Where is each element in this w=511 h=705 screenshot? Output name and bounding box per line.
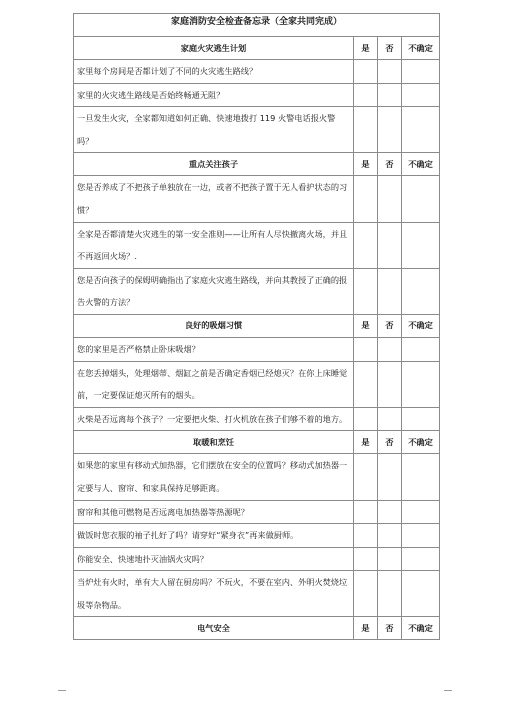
no-checkbox-cell[interactable]: [378, 571, 402, 617]
yes-checkbox-cell[interactable]: [354, 361, 378, 407]
column-yes-header: 是: [354, 314, 378, 337]
unsure-checkbox-cell[interactable]: [402, 454, 440, 500]
column-no-header: 否: [378, 431, 402, 454]
unsure-checkbox-cell[interactable]: [402, 547, 440, 571]
yes-checkbox-cell[interactable]: [354, 500, 378, 524]
column-no-header: 否: [378, 153, 402, 176]
column-unsure-header: 不确定: [402, 314, 440, 337]
question-text: 家里的火灾逃生路线是否始终畅通无阻？: [74, 83, 354, 107]
question-row: [74, 407, 440, 431]
yes-checkbox-cell[interactable]: [354, 83, 378, 107]
question-text: 做饭时您衣服的袖子扎好了吗？请穿好“紧身衣”再来做厨师。: [74, 524, 354, 548]
no-checkbox-cell[interactable]: [378, 83, 402, 107]
unsure-checkbox-cell[interactable]: [402, 107, 440, 153]
unsure-checkbox-cell[interactable]: [402, 571, 440, 617]
yes-checkbox-cell[interactable]: [354, 268, 378, 314]
question-row: [74, 337, 440, 361]
section-header-row: [74, 37, 440, 60]
question-text: 如果您的家里有移动式加热器，它们摆放在安全的位置吗？移动式加热器一定要与人、窗帘、和家具保持足够距离。: [74, 454, 354, 500]
section-heading: 取暖和烹饪: [74, 431, 354, 454]
question-row: [74, 268, 440, 314]
question-row: [74, 176, 440, 222]
section-heading: 重点关注孩子: [74, 153, 354, 176]
question-row: [74, 361, 440, 407]
column-yes-header: 是: [354, 617, 378, 640]
question-text: 全家是否都清楚火灾逃生的第一安全准则——让所有人尽快撤离火场，并且不再返回火场？.: [74, 222, 354, 268]
unsure-checkbox-cell[interactable]: [402, 361, 440, 407]
yes-checkbox-cell[interactable]: [354, 337, 378, 361]
no-checkbox-cell[interactable]: [378, 524, 402, 548]
yes-checkbox-cell[interactable]: [354, 547, 378, 571]
unsure-checkbox-cell[interactable]: [402, 176, 440, 222]
yes-checkbox-cell[interactable]: [354, 571, 378, 617]
column-yes-header: 是: [354, 37, 378, 60]
column-unsure-header: 不确定: [402, 431, 440, 454]
question-text: 当炉灶有火时，单有大人留在厨房吗？不玩火，不要在室内、外明火焚烧垃圾等杂物品。: [74, 571, 354, 617]
no-checkbox-cell[interactable]: [378, 268, 402, 314]
unsure-checkbox-cell[interactable]: [402, 83, 440, 107]
no-checkbox-cell[interactable]: [378, 454, 402, 500]
section-header-row: [74, 153, 440, 176]
question-text: 您是否向孩子的保姆明确指出了家庭火灾逃生路线，并向其教授了正确的报告火警的方法？: [74, 268, 354, 314]
unsure-checkbox-cell[interactable]: [402, 500, 440, 524]
column-no-header: 否: [378, 37, 402, 60]
yes-checkbox-cell[interactable]: [354, 176, 378, 222]
unsure-checkbox-cell[interactable]: [402, 222, 440, 268]
page-corner-mark: [444, 690, 452, 691]
no-checkbox-cell[interactable]: [378, 337, 402, 361]
question-text: 家里每个房间是否都计划了不同的火灾逃生路线？: [74, 60, 354, 84]
no-checkbox-cell[interactable]: [378, 500, 402, 524]
no-checkbox-cell[interactable]: [378, 222, 402, 268]
yes-checkbox-cell[interactable]: [354, 60, 378, 84]
section-header-row: [74, 431, 440, 454]
yes-checkbox-cell[interactable]: [354, 222, 378, 268]
question-text: 你能安全、快速地扑灭油锅火灾吗？: [74, 547, 354, 571]
title-row: [74, 14, 440, 37]
section-header-row: [74, 314, 440, 337]
question-text: 一旦发生火灾，全家都知道如何正确、快速地拨打 119 火警电话报火警吗？: [74, 107, 354, 153]
column-no-header: 否: [378, 314, 402, 337]
no-checkbox-cell[interactable]: [378, 361, 402, 407]
yes-checkbox-cell[interactable]: [354, 107, 378, 153]
yes-checkbox-cell[interactable]: [354, 454, 378, 500]
section-header-row: [74, 617, 440, 640]
question-text: 窗帘和其他可燃物是否远离电加热器等热源呢？: [74, 500, 354, 524]
column-yes-header: 是: [354, 431, 378, 454]
question-text: 您是否养成了不把孩子单独放在一边，或者不把孩子置于无人看护状态的习惯？: [74, 176, 354, 222]
question-row: [74, 83, 440, 107]
question-row: [74, 571, 440, 617]
question-text: 火柴是否远离每个孩子？一定要把火柴、打火机放在孩子们够不着的地方。: [74, 407, 354, 431]
yes-checkbox-cell[interactable]: [354, 524, 378, 548]
no-checkbox-cell[interactable]: [378, 60, 402, 84]
yes-checkbox-cell[interactable]: [354, 407, 378, 431]
no-checkbox-cell[interactable]: [378, 547, 402, 571]
fire-safety-checklist-table: [73, 13, 440, 640]
section-heading: 电气安全: [74, 617, 354, 640]
no-checkbox-cell[interactable]: [378, 176, 402, 222]
unsure-checkbox-cell[interactable]: [402, 337, 440, 361]
unsure-checkbox-cell[interactable]: [402, 268, 440, 314]
question-row: [74, 547, 440, 571]
section-heading: 良好的吸烟习惯: [74, 314, 354, 337]
page-corner-mark: [58, 690, 66, 691]
unsure-checkbox-cell[interactable]: [402, 524, 440, 548]
column-unsure-header: 不确定: [402, 617, 440, 640]
column-no-header: 否: [378, 617, 402, 640]
no-checkbox-cell[interactable]: [378, 107, 402, 153]
checklist-title: 家庭消防安全检查备忘录（全家共同完成）: [74, 14, 440, 37]
column-unsure-header: 不确定: [402, 153, 440, 176]
column-unsure-header: 不确定: [402, 37, 440, 60]
question-row: [74, 500, 440, 524]
question-row: [74, 107, 440, 153]
question-text: 在您丢掉烟头，处理烟蒂、烟缸之前是否确定香烟已经熄灭？在你上床睡觉前，一定要保证熄灭所有的烟头。: [74, 361, 354, 407]
unsure-checkbox-cell[interactable]: [402, 407, 440, 431]
column-yes-header: 是: [354, 153, 378, 176]
question-row: [74, 524, 440, 548]
question-row: [74, 60, 440, 84]
unsure-checkbox-cell[interactable]: [402, 60, 440, 84]
question-text: 您的家里是否严格禁止卧床吸烟？: [74, 337, 354, 361]
question-row: [74, 222, 440, 268]
section-heading: 家庭火灾逃生计划: [74, 37, 354, 60]
no-checkbox-cell[interactable]: [378, 407, 402, 431]
question-row: [74, 454, 440, 500]
